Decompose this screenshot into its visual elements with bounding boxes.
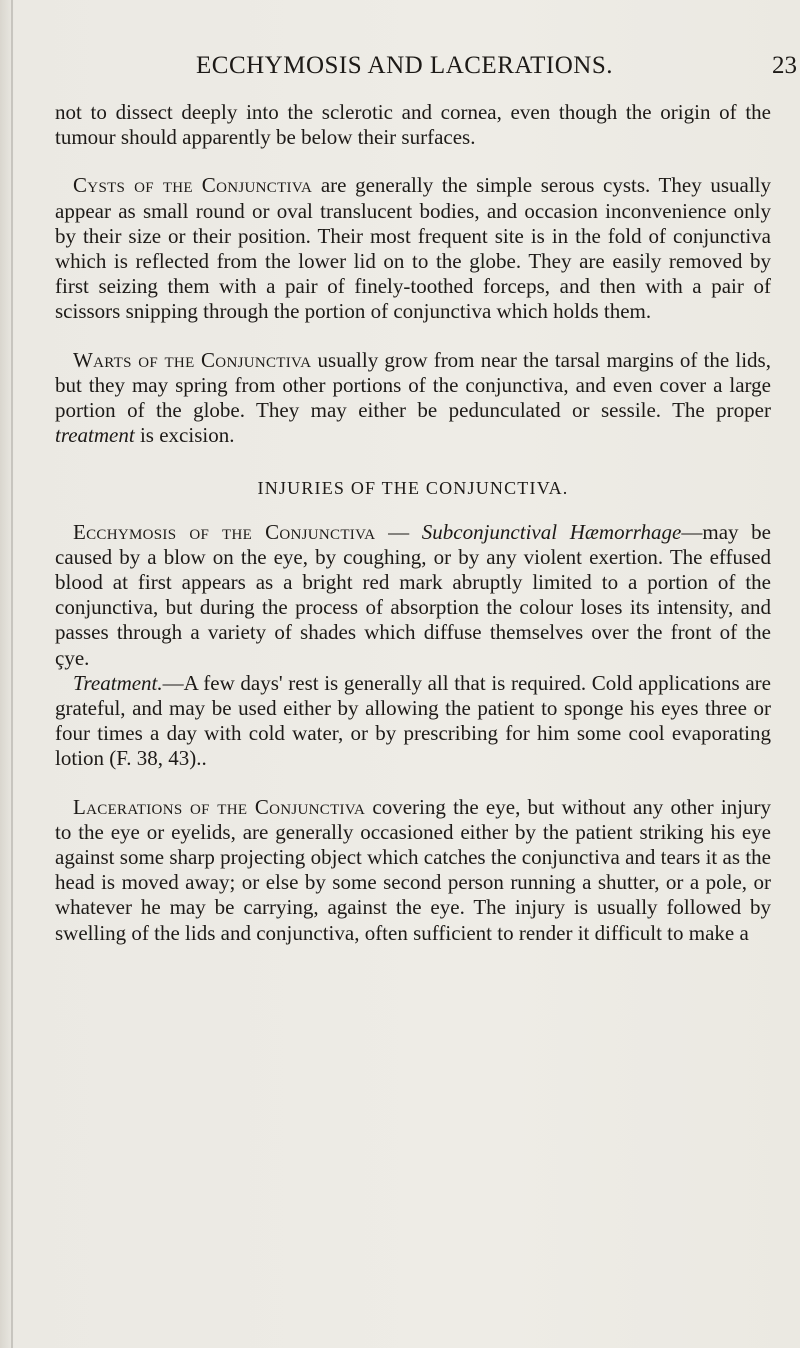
- paragraph-text: —A few days' rest is generally all that is required. Cold applications are grateful, and may be used either by allowing the patient to sponge his eyes three or four times a day with cold water, or by prescribing for him some cool evaporating lotion (F. 38, 43)..: [55, 670, 771, 771]
- running-title: ECCHYMOSIS AND LACERATIONS.: [196, 52, 614, 79]
- em-dash: —: [375, 519, 422, 544]
- paragraph-text: covering the eye, but without any other injury to the eye or eyelids, are generally occasioned either by the patient striking his eye against some sharp projecting object which catches the conjunctiva and tears it as the head is moved away; or else by some second person running a shutter, or a pole, or whatever he may be carrying, against the eye. The injury is usually followed by swelling of the lids and conjunctiva, often sufficient to render it difficult to make a: [55, 794, 771, 945]
- paragraph-text: are generally the simple serous cysts. They usually appear as small round or oval translucent bodies, and occasion inconvenience only by their size or their position. Their most frequent site is in the fold of conjunctiva which is reflected from the lower lid on to the globe. They are easily removed by first seizing them with a pair of finely-toothed forceps, and then with a pair of scissors snipping through the portion of conjunctiva which holds them.: [55, 173, 771, 324]
- paragraph-warts: [55, 348, 771, 449]
- page-gutter-edge: [11, 0, 13, 1348]
- paragraph-treatment: [55, 671, 771, 772]
- italic-term: Subconjunctival Hæmorrhage: [421, 519, 682, 544]
- paragraph-ecchymosis: [55, 520, 771, 671]
- paragraph-lead-lacerations: Lacerations of the Conjunctiva: [73, 794, 366, 819]
- page-number: 23: [772, 52, 797, 79]
- paragraph-text: usually grow from near the tarsal margins of the lids, but they may spring from other portions of the conjunctiva, and even cover a large portion of the globe. They may either be pedunculated or sessile. The proper: [55, 347, 771, 423]
- paragraph-lead-cysts: Cysts of the Conjunctiva: [73, 173, 313, 198]
- body-text: [55, 100, 771, 946]
- page-header: [0, 52, 800, 92]
- paragraph-cysts: [55, 173, 771, 324]
- paragraph-lead-warts: Warts of the Conjunctiva: [73, 347, 312, 372]
- section-heading: INJURIES OF THE CONJUNCTIVA.: [257, 478, 569, 499]
- paragraph-text: —may be caused by a blow on the eye, by coughing, or by any violent exertion. The effused blood at first appears as a bright red mark abruptly limited to a portion of the conjunctiva, but during the process of absorption the colour loses its intensity, and passes through a variety of shades which diffuse themselves over the front of the çye.: [55, 519, 771, 670]
- italic-term: treatment: [55, 423, 135, 448]
- paragraph-lead-ecchymosis: Ecchymosis of the Conjunctiva: [73, 519, 376, 544]
- paragraph-lacerations: [55, 795, 771, 946]
- paragraph-text: not to dissect deeply into the sclerotic and cornea, even though the origin of the tumour should apparently be below their surfaces.: [55, 100, 771, 150]
- paragraph-text: is excision.: [134, 423, 235, 448]
- italic-term-treatment: Treatment.: [73, 670, 163, 695]
- paragraph-continuation: [55, 100, 771, 150]
